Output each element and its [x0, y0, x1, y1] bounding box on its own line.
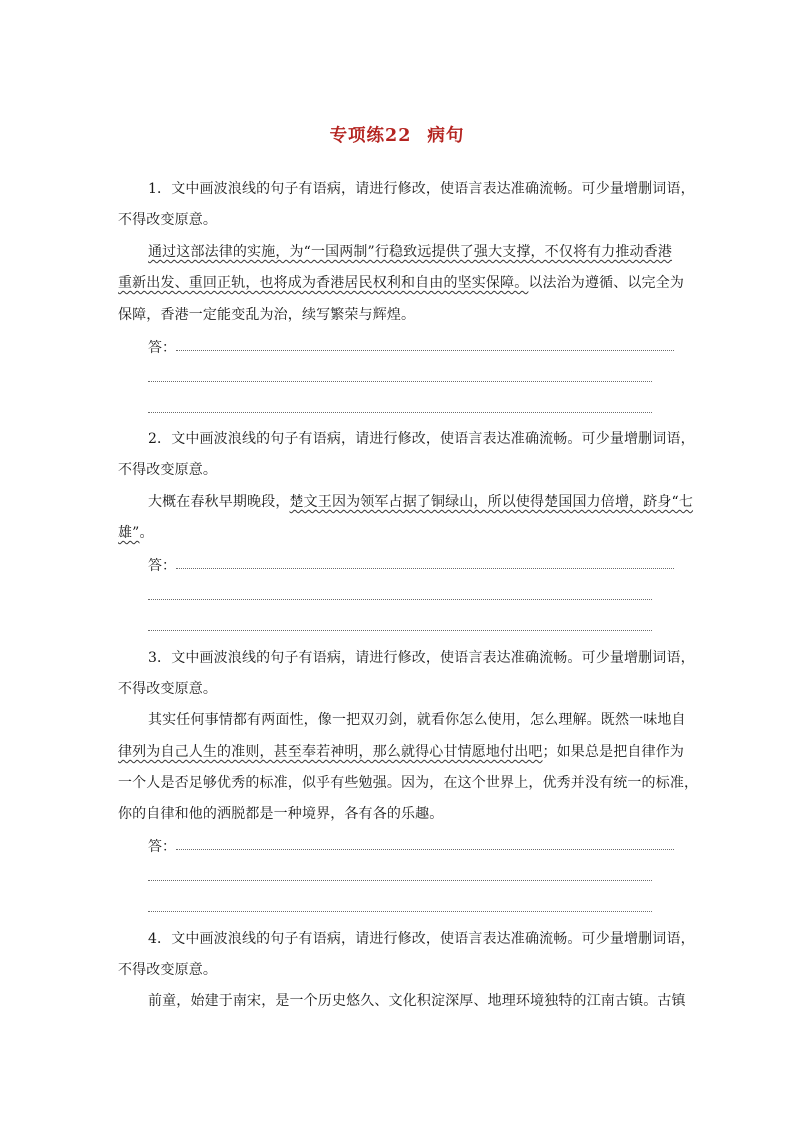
q4-instruction-cont: 不得改变原意。 — [118, 962, 218, 978]
q3-passage-line4: 你的自律和他的洒脱都是一种境界，各有各的乐趣。 — [118, 806, 444, 822]
q3-instruction-cont: 不得改变原意。 — [118, 681, 218, 697]
title-sub: 病句 — [427, 126, 465, 146]
q3-wavy-sentence: 律列为自己人生的准则，甚至奉若神明，那么就得心甘情愿地付出吧 — [118, 744, 543, 760]
q4-passage: 前童，始建于南宋，是一个历史悠久、文化积淀深厚、地理环境独特的江南古镇。古镇 — [148, 993, 686, 1009]
title-main: 专项练22 — [329, 126, 412, 146]
q2-answer-line-1[interactable] — [176, 568, 674, 569]
q2-passage: 大概在春秋早期晚段，楚文王因为领军占据了铜绿山，所以使得楚国国力倍增，跻身“七 — [148, 494, 694, 510]
q1-answer-label: 答： — [148, 340, 176, 356]
q3-answer-line-1[interactable] — [176, 849, 674, 850]
q2-answer-label: 答： — [148, 558, 176, 574]
q1-passage — [148, 241, 672, 261]
q1-instruction: 1．文中画波浪线的句子有语病，请进行修改，使语言表达准确流畅。可少量增删词语， — [148, 181, 695, 197]
q3-instruction: 3．文中画波浪线的句子有语病，请进行修改，使语言表达准确流畅。可少量增删词语， — [148, 650, 695, 666]
q1-answer-line-3[interactable] — [148, 412, 652, 413]
q1-answer-line-2[interactable] — [148, 381, 652, 382]
page-title — [0, 122, 794, 147]
q1-wavy-sentence: 通过这部法律的实施，为“一国两制”行稳致远提供了强大支撑，不仅将有力推动香港 — [148, 244, 673, 260]
q1-wavy-sentence-cont: 重新出发、重回正轨，也将成为香港居民权利和自由的坚实保障。 — [118, 275, 529, 291]
q2-wavy-sentence: 楚文王因为领军占据了铜绿山，所以使得楚国国力倍增，跻身“七 — [289, 494, 694, 510]
q3-passage-line3: 一个人是否足够优秀的标准，似乎有些勉强。因为，在这个世界上，优秀并没有统一的标准， — [118, 775, 699, 791]
q3-answer-label: 答： — [148, 839, 176, 855]
q3-passage-line2: 律列为自己人生的准则，甚至奉若神明，那么就得心甘情愿地付出吧；如果总是把自律作为 — [118, 744, 684, 760]
q2-instruction-cont: 不得改变原意。 — [118, 462, 218, 478]
q2-answer-line-3[interactable] — [148, 630, 652, 631]
q3-answer-line-3[interactable] — [148, 911, 652, 912]
q1-passage-line2: 重新出发、重回正轨，也将成为香港居民权利和自由的坚实保障。以法治为遵循、以完全为 — [118, 275, 685, 291]
q3-answer-line-2[interactable] — [148, 880, 652, 881]
q1-passage-line3: 保障，香港一定能变乱为治，续写繁荣与辉煌。 — [118, 307, 416, 323]
q1-instruction-cont: 不得改变原意。 — [118, 212, 218, 228]
q2-answer-line-2[interactable] — [148, 599, 652, 600]
q3-passage: 其实任何事情都有两面性，像一把双刃剑，就看你怎么使用，怎么理解。既然一味地自 — [148, 712, 686, 728]
q2-wavy-sentence-cont: 雄” — [118, 525, 140, 541]
q2-passage-line2: 雄”。 — [118, 525, 154, 541]
q1-answer-line-1[interactable] — [176, 350, 674, 351]
q4-instruction: 4．文中画波浪线的句子有语病，请进行修改，使语言表达准确流畅。可少量增删词语， — [148, 931, 695, 947]
q2-instruction: 2．文中画波浪线的句子有语病，请进行修改，使语言表达准确流畅。可少量增删词语， — [148, 431, 695, 447]
